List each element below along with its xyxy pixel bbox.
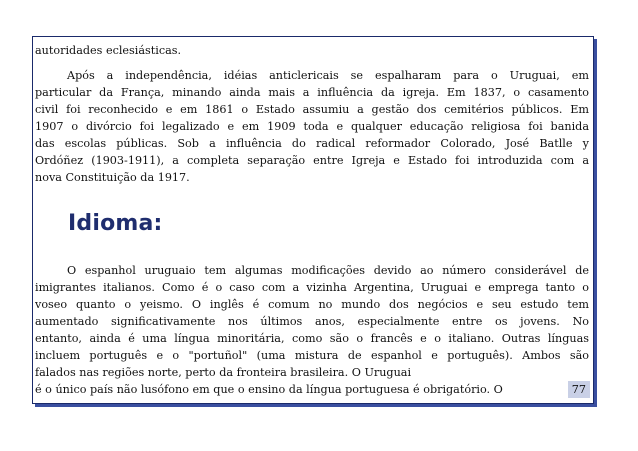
text-line: Ordóñez (1903-1911), a completa separação entre Igreja e Estado foi introduzida com a	[35, 154, 589, 167]
text-line: O espanhol uruguaio tem algumas modificações devido ao número considerável de	[67, 264, 589, 277]
text-line: incluem português e o "portuñol" (uma mistura de espanhol e português). Ambos são	[35, 349, 589, 362]
text-line: particular da França, minando ainda mais a influência da igreja. Em 1837, o casamento	[35, 86, 589, 99]
text-line: imigrantes italianos. Como é o caso com a vizinha Argentina, Uruguai e emprega tanto o	[35, 281, 589, 294]
paragraph-separation-church-state	[35, 67, 589, 186]
paragraph-language	[35, 262, 589, 398]
text-line: aumentado significativamente nos últimos anos, especialmente entre os jovens. No	[35, 315, 589, 328]
text-line: voseo quanto o yeismo. O inglês é comum no mundo dos negócios e seu estudo tem	[35, 298, 589, 311]
text-line: civil foi reconhecido e em 1861 o Estado assumiu a gestão dos cemitérios públicos. Em	[35, 103, 589, 116]
text-line: é o único país não lusófono em que o ensino da língua portuguesa é obrigatório. O	[35, 383, 503, 396]
text-line: Após a independência, idéias anticlericais se espalharam para o Uruguai, em	[67, 69, 589, 82]
text-line: das escolas públicas. Sob a influência do radical reformador Colorado, José Batlle y	[35, 137, 589, 150]
text-line: entanto, ainda é uma língua minoritária, como são o francês e o italiano. Outras línguas	[35, 332, 589, 345]
text-line: 1907 o divórcio foi legalizado e em 1909 toda e qualquer educação religiosa foi banida	[35, 120, 589, 133]
text-line: nova Constituição da 1917.	[35, 171, 190, 184]
page-number: 77	[568, 381, 590, 398]
text-line: falados nas regiões norte, perto da fronteira brasileira. O Uruguai	[35, 366, 412, 379]
section-heading: Idioma:	[68, 211, 163, 236]
paragraph-continuation	[35, 42, 589, 59]
text-line: autoridades eclesiásticas.	[35, 44, 182, 57]
